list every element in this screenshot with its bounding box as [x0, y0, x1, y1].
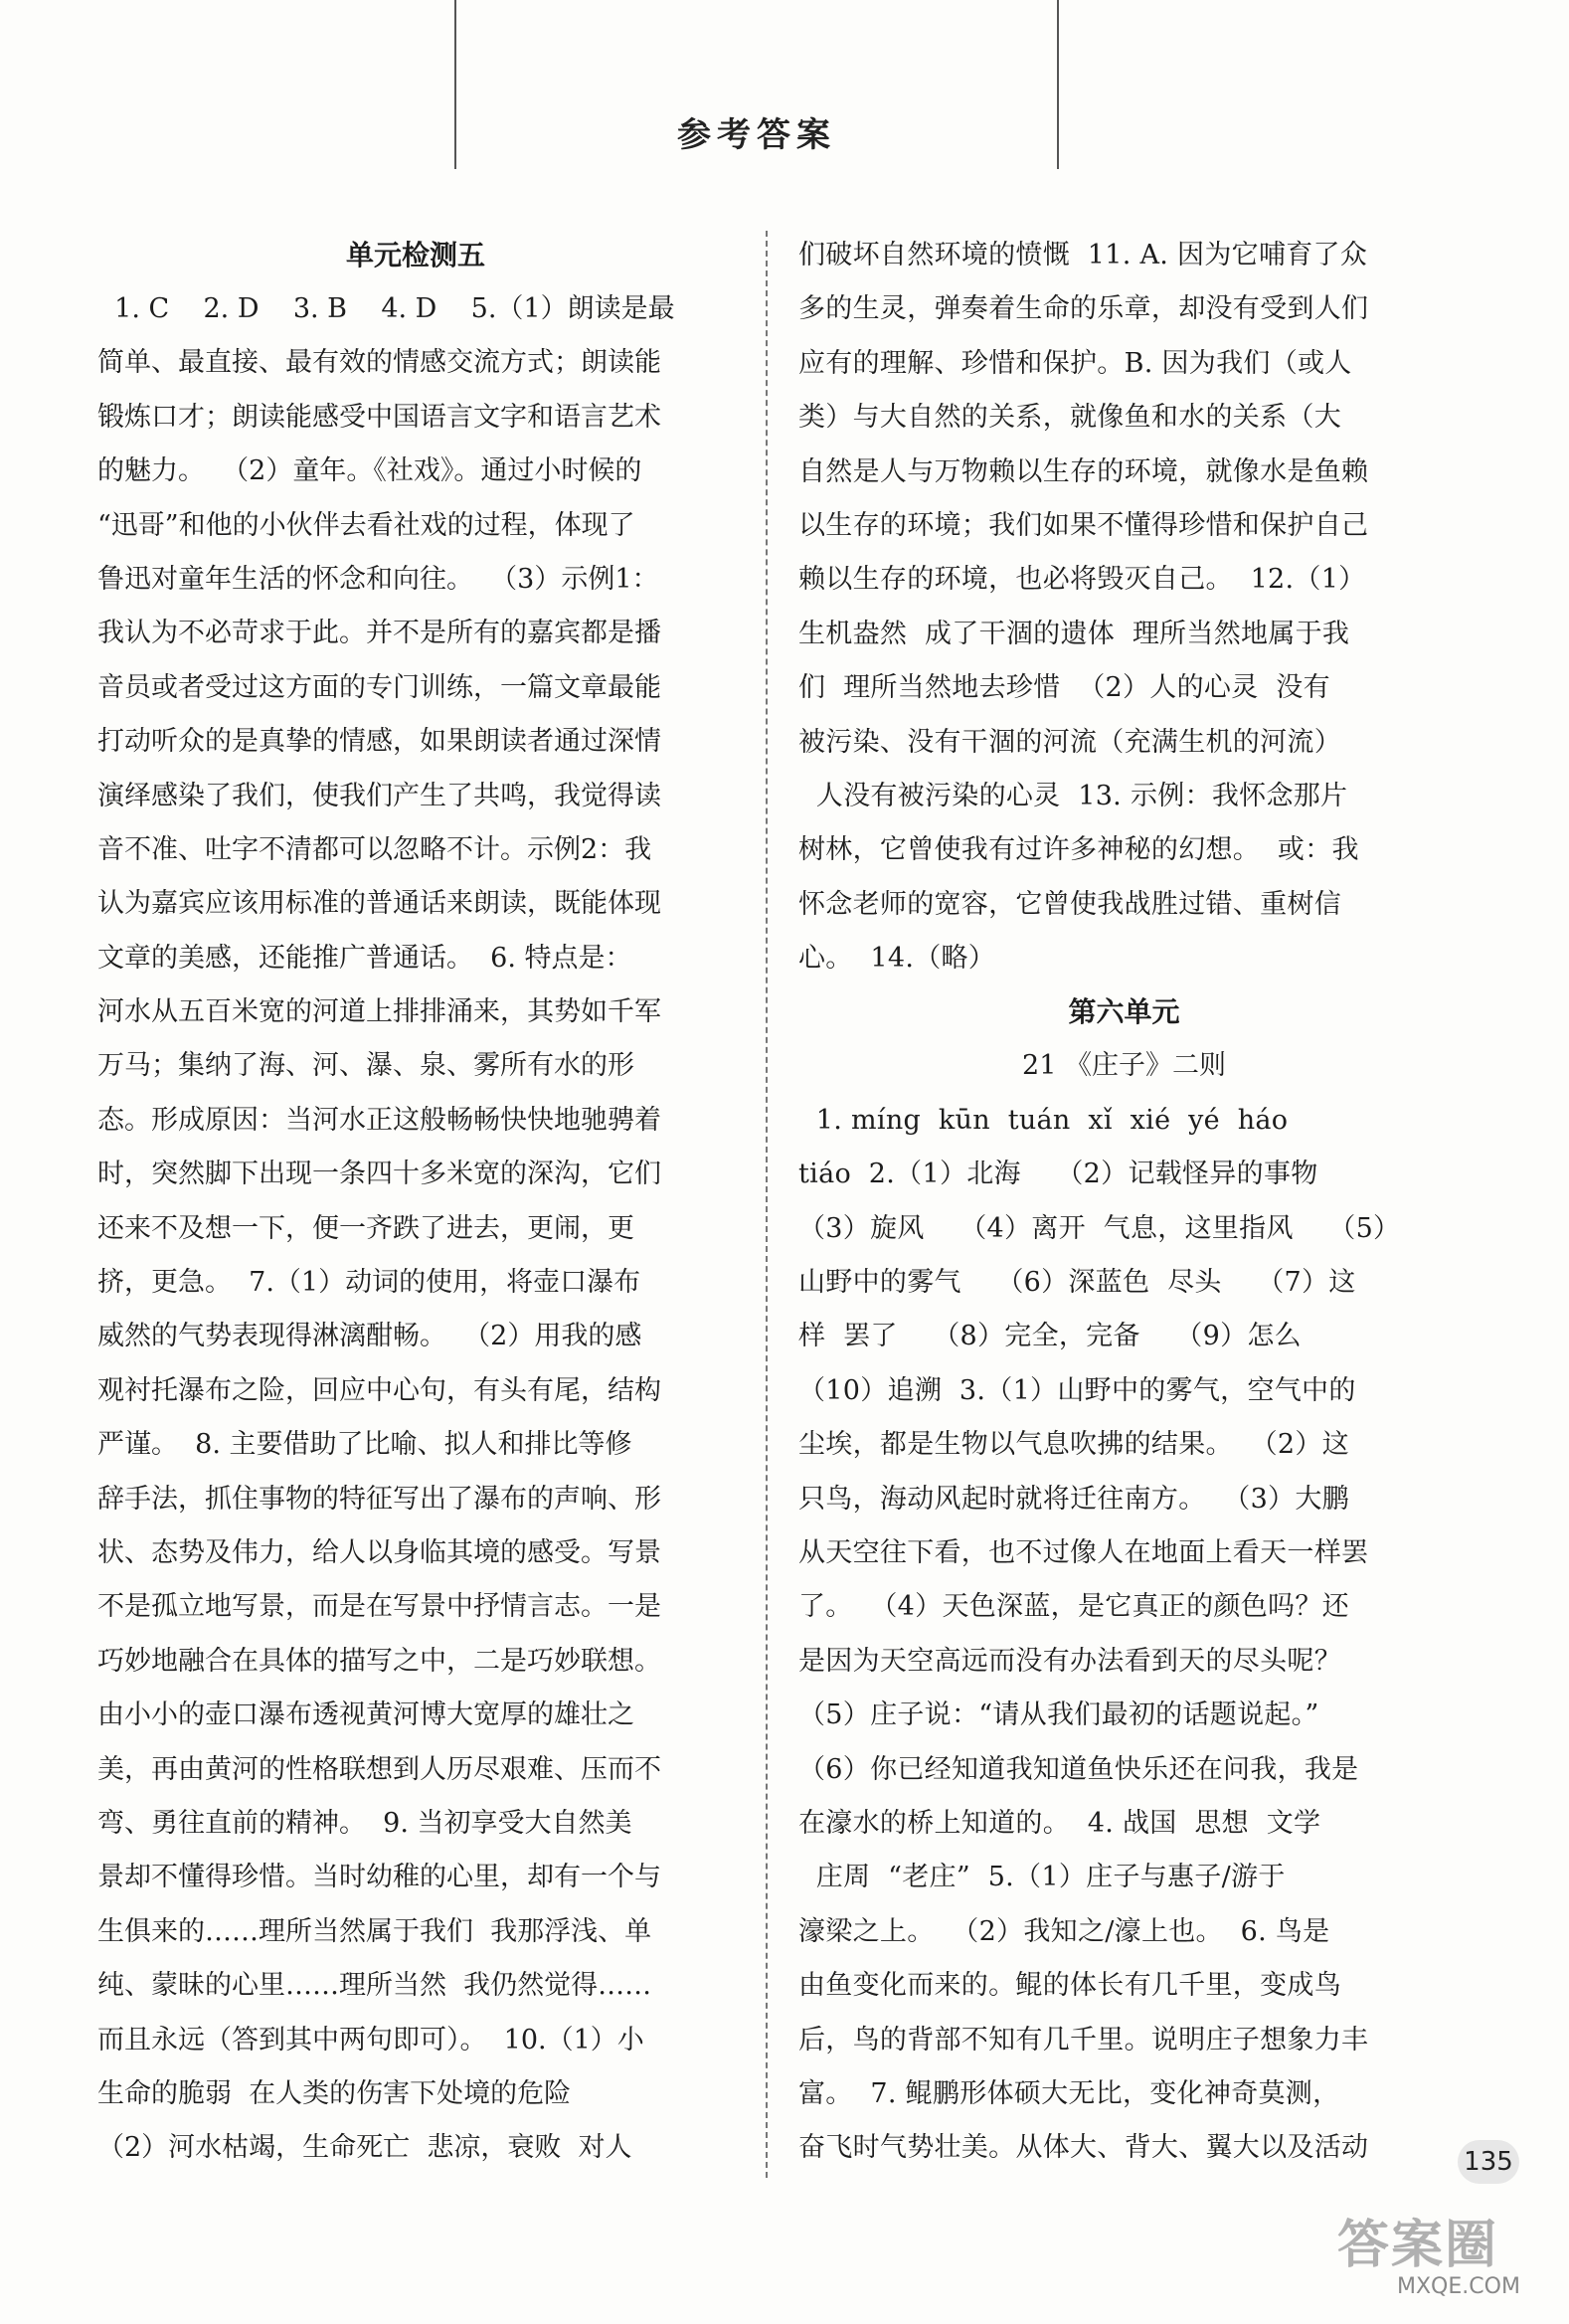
- answer-line: 严谨。 8. 主要借助了比喻、拟人和排比等修: [97, 1429, 632, 1461]
- answer-line: 认为嘉宾应该用标准的普通话来朗读，既能体现: [97, 888, 661, 920]
- answer-line: 由鱼变化而来的。鲲的体长有几千里，变成鸟: [798, 1970, 1341, 2002]
- section-heading-unit-test-5: 单元检测五: [345, 239, 485, 271]
- answer-line: 锻炼口才；朗读能感受中国语言文字和语言艺术: [97, 401, 661, 433]
- answer-line: 而且永远（答到其中两句即可）。 10.（1）小: [97, 2024, 644, 2056]
- answer-line: 简单、最直接、最有效的情感交流方式；朗读能: [97, 347, 661, 379]
- answer-line: 辞手法，抓住事物的特征写出了瀑布的声响、形: [97, 1483, 661, 1515]
- page-title: 参考答案: [677, 115, 836, 155]
- answer-line: 音员或者受过这方面的专门训练，一篇文章最能: [97, 671, 661, 703]
- answer-line: 奋飞时气势壮美。从体大、背大、翼大以及活动: [798, 2132, 1369, 2164]
- watermark: [1337, 2203, 1536, 2302]
- answer-line: （5）庄子说：“请从我们最初的话题说起。”: [798, 1699, 1319, 1731]
- answer-line: 挤，更急。 7.（1）动词的使用，将壶口瀑布: [97, 1267, 641, 1299]
- answer-line: 1. míng kūn tuán xǐ xié yé háo: [798, 1104, 1289, 1136]
- answer-line: 河水从五百米宽的河道上排排涌来，其势如千军: [97, 996, 661, 1028]
- answer-line: 生俱来的……理所当然属于我们 我那浮浅、单: [97, 1915, 652, 1947]
- answer-line: （6）你已经知道我知道鱼快乐还在问我，我是: [798, 1753, 1359, 1785]
- answer-line: 赖以生存的环境，也必将毁灭自己。 12.（1）: [798, 564, 1366, 596]
- answer-line: 心。 14.（略）: [798, 943, 996, 975]
- answer-line: 由小小的壶口瀑布透视黄河博大宽厚的雄壮之: [97, 1699, 634, 1731]
- answer-line: “迅哥”和他的小伙伴去看社戏的过程，体现了: [97, 509, 635, 541]
- answer-line: 样 罢了 （8）完全，完备 （9）怎么: [798, 1321, 1302, 1352]
- answer-line: 文章的美感，还能推广普通话。 6. 特点是：: [97, 942, 632, 974]
- answer-line: 观衬托瀑布之险，回应中心句，有头有尾，结构: [97, 1374, 661, 1406]
- answer-line: 只鸟，海动风起时就将迁往南方。 （3）大鹏: [798, 1483, 1349, 1515]
- answer-line: 弯、勇往直前的精神。 9. 当初享受大自然美: [97, 1807, 632, 1839]
- answer-line: 1. C 2. D 3. B 4. D 5.（1）朗读是最: [97, 293, 675, 324]
- watermark-logo: 答案圈: [1337, 2216, 1499, 2275]
- answer-line: 后，鸟的背部不知有几千里。说明庄子想象力丰: [798, 2024, 1369, 2056]
- right-answer-lines-lesson-21: [798, 1094, 1450, 2176]
- answer-line: 我认为不必苛求于此。并不是所有的嘉宾都是播: [97, 618, 661, 649]
- answer-line: 音不准、吐字不清都可以忽略不计。示例2：我: [97, 833, 652, 865]
- answer-line: 威然的气势表现得淋漓酣畅。 （2）用我的感: [97, 1321, 642, 1352]
- right-column: [798, 229, 1450, 2176]
- answer-line: 富。 7. 鲲鹏形体硕大无比，变化神奇莫测，: [798, 2077, 1340, 2109]
- answer-line: 人没有被污染的心灵 13. 示例：我怀念那片: [798, 780, 1348, 811]
- page-number: 135: [1458, 2140, 1519, 2184]
- answer-line: 庄周 “老庄” 5.（1）庄子与惠子/游于: [798, 1862, 1286, 1893]
- answer-line: 演绎感染了我们，使我们产生了共鸣，我觉得读: [97, 780, 661, 811]
- answer-line: 不是孤立地写景，而是在写景中抒情言志。一是: [97, 1591, 661, 1623]
- answer-line: 怀念老师的宽容，它曾使我战胜过错、重树信: [798, 888, 1341, 920]
- answer-line: 从天空往下看，也不过像人在地面上看天一样罢: [798, 1536, 1369, 1568]
- column-divider: [766, 231, 768, 2178]
- answer-line: 以生存的环境；我们如果不懂得珍惜和保护自己: [798, 509, 1369, 541]
- answer-line: 山野中的雾气 （6）深蓝色 尽头 （7）这: [798, 1267, 1356, 1299]
- answer-line: 濠梁之上。 （2）我知之/濠上也。 6. 鸟是: [798, 1915, 1330, 1947]
- answer-line: 自然是人与万物赖以生存的环境，就像水是鱼赖: [798, 455, 1369, 487]
- answer-line: 的魅力。 （2）童年。《社戏》。通过小时候的: [97, 455, 642, 487]
- answer-line: 生命的脆弱 在人类的伤害下处境的危险: [97, 2077, 572, 2109]
- answer-line: 们破坏自然环境的愤慨 11. A. 因为它哺育了众: [798, 240, 1368, 270]
- header-box: [454, 0, 1059, 169]
- answer-line: tiáo 2.（1）北海 （2）记载怪异的事物: [798, 1159, 1318, 1190]
- answer-line: 尘埃，都是生物以气息吹拂的结果。 （2）这: [798, 1429, 1349, 1461]
- answer-line: 鲁迅对童年生活的怀念和向往。 （3）示例1：: [97, 563, 659, 595]
- answer-line: 还来不及想一下，便一齐跌了进去，更闹，更: [97, 1212, 634, 1244]
- left-answer-lines: [97, 282, 734, 2176]
- answer-line: 纯、蒙昧的心里……理所当然 我仍然觉得……: [97, 1970, 652, 2002]
- answer-line: 多的生灵，弹奏着生命的乐章，却没有受到人们: [798, 293, 1369, 325]
- answer-line: 了。 （4）天色深蓝，是它真正的颜色吗？还: [798, 1591, 1349, 1623]
- answer-line: 美，再由黄河的性格联想到人历尽艰难、压而不: [97, 1753, 661, 1785]
- answer-line: 被污染、没有干涸的河流（充满生机的河流）: [798, 726, 1341, 758]
- answer-line: 应有的理解、珍惜和保护。B. 因为我们（或人: [798, 347, 1352, 379]
- lesson-title: 21 《庄子》二则: [1022, 1050, 1226, 1082]
- answer-line: 在濠水的桥上知道的。 4. 战国 思想 文学: [798, 1807, 1321, 1839]
- answer-line: 巧妙地融合在具体的描写之中，二是巧妙联想。: [97, 1645, 661, 1677]
- answer-line: 状、态势及伟力，给人以身临其境的感受。写景: [97, 1536, 661, 1568]
- answer-line: 时，突然脚下出现一条四十多米宽的深沟，它们: [97, 1159, 661, 1190]
- watermark-url: MXQE.COM: [1397, 2274, 1520, 2299]
- answer-line: 类）与大自然的关系，就像鱼和水的关系（大: [798, 402, 1341, 434]
- answer-line: （3）旋风 （4）离开 气息，这里指风 （5）: [798, 1212, 1401, 1244]
- answer-line: （10）追溯 3.（1）山野中的雾气，空气中的: [798, 1374, 1356, 1406]
- answer-line: 们 理所当然地去珍惜 （2）人的心灵 没有: [798, 672, 1330, 704]
- answer-line: 万马；集纳了海、河、瀑、泉、雾所有水的形: [97, 1050, 634, 1082]
- answer-line: 态。形成原因：当河水正这般畅畅快快地驰骋着: [97, 1104, 661, 1136]
- section-heading-unit-6: 第六单元: [1068, 995, 1180, 1029]
- answer-line: 是因为天空高远而没有办法看到天的尽头呢？: [798, 1645, 1341, 1677]
- answer-line: 打动听众的是真挚的情感，如果朗读者通过深情: [97, 726, 661, 758]
- answer-line: 生机盎然 成了干涸的遗体 理所当然地属于我: [798, 618, 1350, 649]
- answer-line: 树林，它曾使我有过许多神秘的幻想。 或：我: [798, 834, 1359, 866]
- answer-line: （2）河水枯竭，生命死亡 悲凉，衰败 对人: [97, 2132, 632, 2164]
- right-answer-lines-continued: [798, 229, 1450, 985]
- answer-line: 景却不懂得珍惜。当时幼稚的心里，却有一个与: [97, 1862, 661, 1893]
- left-column: [97, 229, 734, 2176]
